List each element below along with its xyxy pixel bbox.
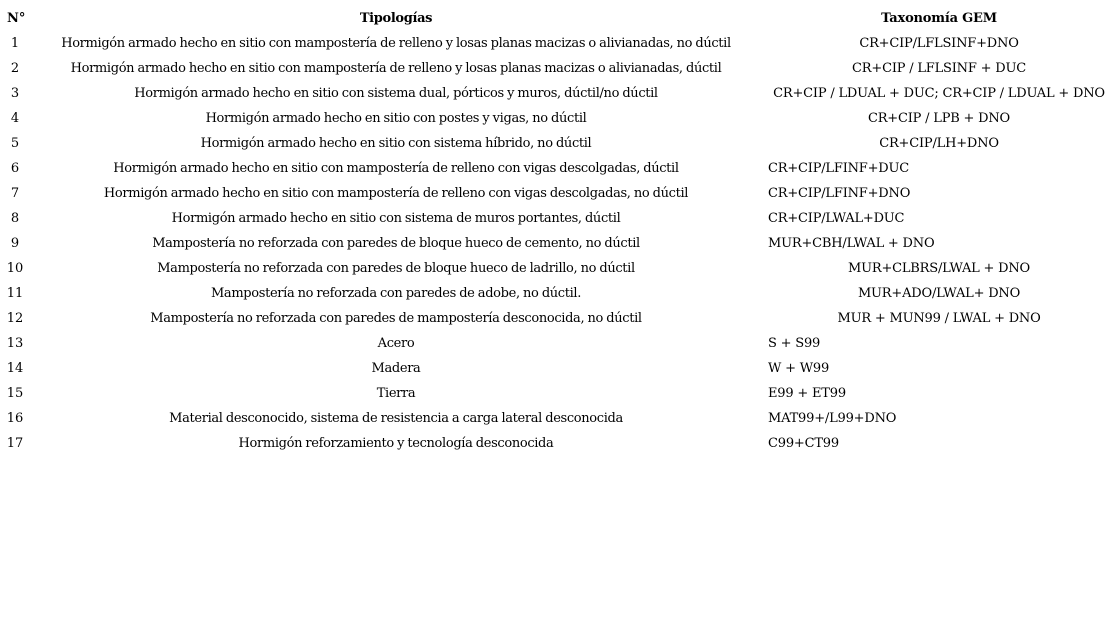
table-row [0, 281, 1118, 306]
table-row [0, 256, 1118, 281]
row-taxonomia: MUR+CBH/LWAL + DNO [768, 236, 935, 251]
row-number: 5 [10, 136, 20, 151]
row-number: 8 [10, 211, 20, 226]
row-tipologia: Material desconocido, sistema de resistencia a carga lateral desconocida [169, 411, 623, 426]
row-tipologia: Hormigón armado hecho en sitio con mampostería de relleno y losas planas macizas o alivianadas, dúctil [70, 61, 722, 76]
table-row [0, 331, 1118, 356]
row-number: 3 [10, 86, 20, 101]
row-taxonomia: MUR+ADO/LWAL+ DNO [857, 286, 1021, 301]
row-taxonomia: S + S99 [768, 336, 821, 351]
row-tipologia: Acero [377, 336, 415, 351]
table-row [0, 231, 1118, 256]
row-tipologia: Mampostería no reforzada con paredes de adobe, no dúctil. [210, 286, 582, 301]
row-taxonomia: W + W99 [768, 361, 830, 376]
row-number: 13 [6, 336, 24, 351]
row-number: 17 [6, 436, 24, 451]
row-tipologia: Hormigón armado hecho en sitio con mampostería de relleno con vigas descolgadas, dúctil [113, 161, 679, 176]
row-tipologia: Tierra [376, 386, 416, 401]
row-number: 7 [10, 186, 20, 201]
row-taxonomia: CR+CIP/LWAL+DUC [768, 211, 905, 226]
row-number: 14 [6, 361, 24, 376]
row-taxonomia: CR+CIP / LPB + DNO [867, 111, 1011, 126]
table-row [0, 131, 1118, 156]
table-row [0, 431, 1118, 456]
row-number: 10 [6, 261, 24, 276]
row-number: 9 [10, 236, 20, 251]
row-taxonomia: MAT99+/L99+DNO [768, 411, 897, 426]
typology-table [0, 6, 1118, 456]
table-row [0, 81, 1118, 106]
header-taxonomia: Taxonomía GEM [881, 11, 997, 26]
row-number: 12 [6, 311, 24, 326]
row-tipologia: Mampostería no reforzada con paredes de bloque hueco de cemento, no dúctil [152, 236, 640, 251]
row-number: 15 [6, 386, 24, 401]
header-number: N° [7, 11, 26, 26]
table-row [0, 56, 1118, 81]
row-taxonomia: MUR + MUN99 / LWAL + DNO [837, 311, 1041, 326]
row-taxonomia: CR+CIP / LDUAL + DUC; CR+CIP / LDUAL + DNO [773, 86, 1105, 101]
row-number: 1 [10, 36, 20, 51]
row-number: 11 [6, 286, 24, 301]
table-row [0, 206, 1118, 231]
table-row [0, 406, 1118, 431]
table-header-row [0, 6, 1118, 31]
row-taxonomia: CR+CIP/LFLSINF+DNO [859, 36, 1019, 51]
row-tipologia: Madera [371, 361, 421, 376]
row-taxonomia: MUR+CLBRS/LWAL + DNO [847, 261, 1030, 276]
row-tipologia: Mampostería no reforzada con paredes de bloque hueco de ladrillo, no dúctil [157, 261, 635, 276]
row-number: 16 [6, 411, 24, 426]
table-row [0, 181, 1118, 206]
row-number: 2 [10, 61, 20, 76]
table-row [0, 31, 1118, 56]
row-taxonomia: C99+CT99 [768, 436, 839, 451]
row-taxonomia: CR+CIP/LFINF+DUC [768, 161, 910, 176]
table-row [0, 106, 1118, 131]
row-tipologia: Hormigón armado hecho en sitio con sistema dual, pórticos y muros, dúctil/no dúctil [134, 86, 658, 101]
row-number: 6 [10, 161, 20, 176]
row-tipologia: Hormigón armado hecho en sitio con postes y vigas, no dúctil [205, 111, 587, 126]
table-row [0, 306, 1118, 331]
row-taxonomia: CR+CIP / LFLSINF + DUC [852, 61, 1026, 76]
row-tipologia: Hormigón armado hecho en sitio con mampostería de relleno y losas planas macizas o alivianadas, no dúctil [61, 36, 731, 51]
table-row [0, 156, 1118, 181]
table-row [0, 381, 1118, 406]
row-taxonomia: CR+CIP/LFINF+DNO [768, 186, 911, 201]
row-tipologia: Hormigón armado hecho en sitio con mampostería de relleno con vigas descolgadas, no dúctil [103, 186, 689, 201]
header-tipologias: Tipologías [359, 11, 433, 26]
row-tipologia: Hormigón armado hecho en sitio con sistema de muros portantes, dúctil [171, 211, 621, 226]
row-number: 4 [10, 111, 20, 126]
row-tipologia: Hormigón reforzamiento y tecnología desconocida [238, 436, 554, 451]
row-taxonomia: CR+CIP/LH+DNO [879, 136, 999, 151]
table-row [0, 356, 1118, 381]
row-tipologia: Hormigón armado hecho en sitio con sistema híbrido, no dúctil [200, 136, 592, 151]
row-tipologia: Mampostería no reforzada con paredes de mampostería desconocida, no dúctil [150, 311, 642, 326]
row-taxonomia: E99 + ET99 [768, 386, 846, 401]
